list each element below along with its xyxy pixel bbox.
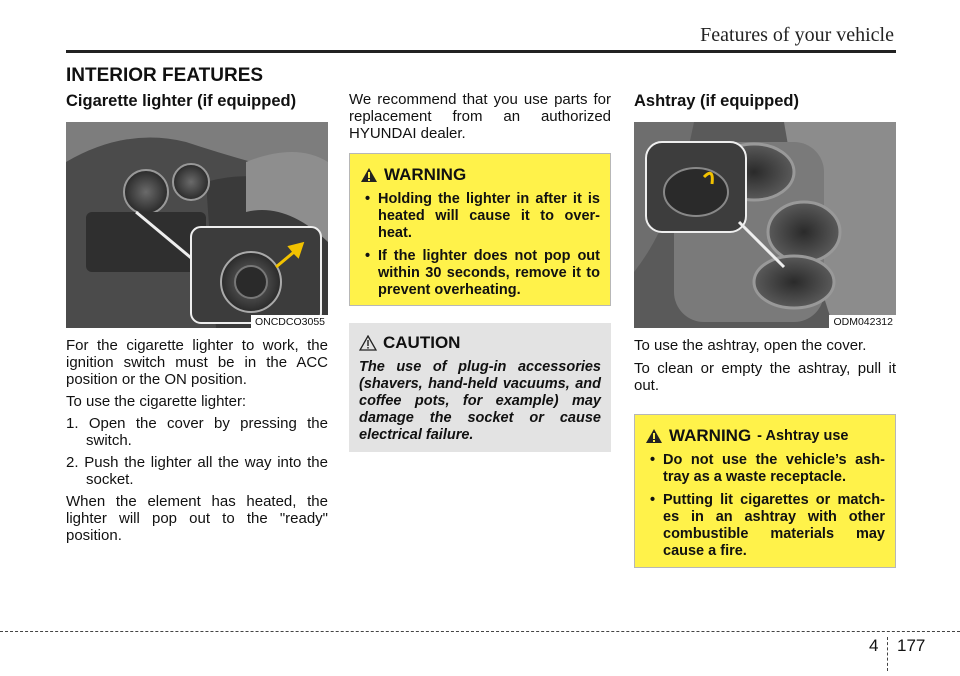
ashtray-warning-title: WARNING <box>669 426 752 445</box>
caution-box <box>349 323 611 452</box>
lighter-steps-list <box>66 415 328 488</box>
lighter-step-1: 1. Open the cover by pressing the switch. <box>66 415 328 449</box>
ashtray-warning-header <box>645 426 885 446</box>
warning-item-overheat: • Holding the lighter in after it is heated will cause it to over-heat. <box>360 191 600 242</box>
column-cigarette-lighter <box>66 92 328 549</box>
image-caption-ashtray: ODM042312 <box>829 315 896 328</box>
caution-header <box>359 333 601 353</box>
chapter-number: 4 <box>869 636 879 655</box>
section-title: INTERIOR FEATURES <box>66 65 264 86</box>
warning-item-remove: • If the lighter does not pop out within 30 seconds, remove it to prevent overheating. <box>360 248 600 299</box>
header-rule <box>66 50 896 53</box>
cigarette-lighter-photo <box>66 122 328 328</box>
caution-triangle-icon <box>359 335 377 351</box>
warning-triangle-icon <box>645 428 663 444</box>
warning-box-ashtray <box>634 414 896 568</box>
warning-list-ashtray <box>645 452 885 560</box>
heading-cigarette-lighter: Cigarette lighter (if equipped) <box>66 92 297 110</box>
warning-item-fire: • Putting lit cigarettes or match-es in an ashtray with other combustible materials may cause a fire. <box>645 492 885 560</box>
page-number-divider <box>887 637 889 671</box>
warning-title: WARNING <box>384 165 467 184</box>
ashtray-illustration <box>634 122 896 328</box>
ashtray-warning-subtitle: - Ashtray use <box>757 428 849 444</box>
lighter-para-intro: To use the cigarette lighter: <box>66 393 247 410</box>
page-number: 177 <box>897 636 926 655</box>
column-ashtray <box>634 92 896 568</box>
warning-triangle-icon <box>360 167 378 183</box>
ashtray-photo <box>634 122 896 328</box>
warning-header <box>360 165 600 185</box>
lighter-step-2: 2. Push the lighter all the way into the socket. <box>66 454 328 488</box>
column-lighter-notes <box>349 91 611 452</box>
lighter-para-ignition: For the cigarette lighter to work, the ignition switch must be in the ACC position or the ON position. <box>66 337 328 388</box>
image-caption-lighter: ONCDCO3055 <box>251 315 328 328</box>
warning-item-receptacle: • Do not use the vehicle’s ash-tray as a waste receptacle. <box>645 452 885 486</box>
caution-text: The use of plug-in accessories (shavers, hand-held vacuums, and coffee pots, for example) may damage the socket or cause electrical failure. <box>359 359 601 443</box>
lighter-para-ready: When the element has heated, the lighter will pop out to the "ready" position. <box>66 493 328 544</box>
caution-title: CAUTION <box>383 333 461 352</box>
footer-rule <box>0 631 960 632</box>
page-header-title: Features of your vehicle <box>700 24 894 46</box>
heading-ashtray: Ashtray (if equipped) <box>634 92 800 110</box>
ashtray-para-open: To use the ashtray, open the cover. <box>634 337 867 354</box>
warning-box-lighter <box>349 153 611 306</box>
dealer-recommendation: We recommend that you use parts for replacement from an authorized HYUNDAI dealer. <box>349 91 611 142</box>
cigarette-lighter-illustration <box>66 122 328 328</box>
warning-list-lighter <box>360 191 600 299</box>
ashtray-para-clean: To clean or empty the ashtray, pull it out. <box>634 360 896 394</box>
